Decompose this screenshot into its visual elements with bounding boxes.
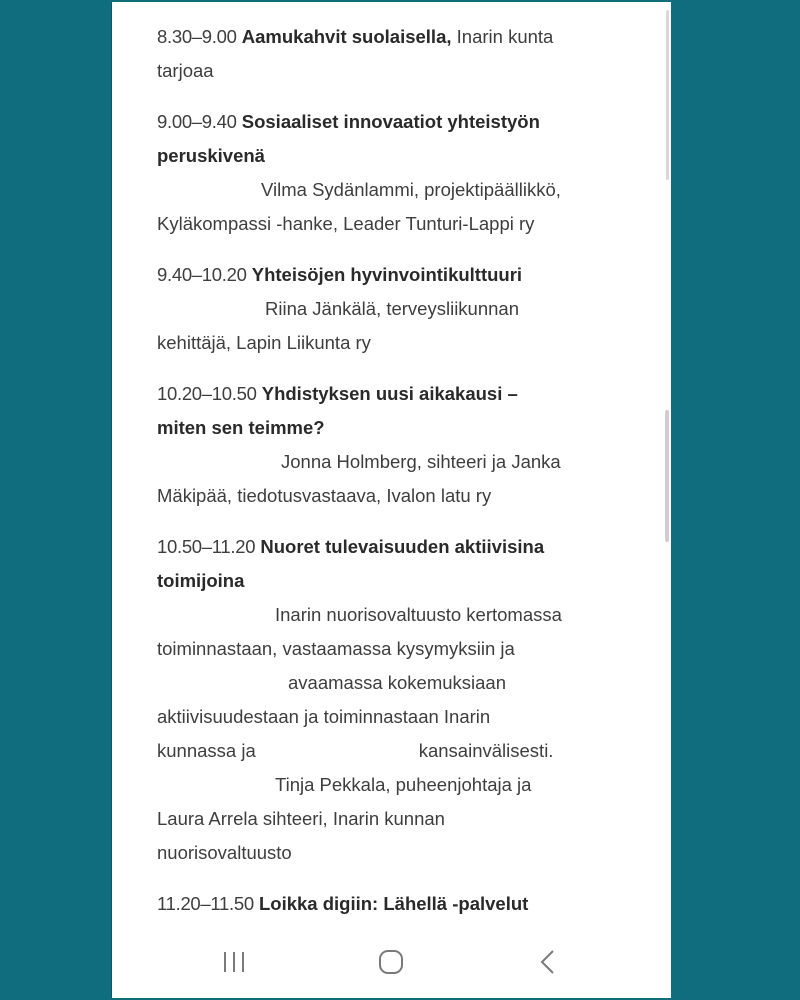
item-title-line2: miten sen teimme? xyxy=(157,417,325,438)
schedule-item xyxy=(157,258,637,360)
phone-screen xyxy=(111,2,671,998)
item-description: toiminnastaan, vastaamassa kysymyksiin ja xyxy=(157,638,515,659)
item-time: 10.20–10.50 xyxy=(157,383,257,404)
back-icon xyxy=(538,949,558,975)
item-time: 10.50–11.20 xyxy=(157,536,256,557)
item-title-tail: Inarin kunta xyxy=(451,26,554,47)
item-description: kunnassa ja xyxy=(157,740,256,761)
item-description: Inarin nuorisovaltuusto kertomassa xyxy=(275,604,562,625)
item-title: Yhdistyksen uusi aikakausi – xyxy=(261,383,518,404)
item-speaker: Riina Jänkälä, terveysliikunnan xyxy=(265,298,519,319)
item-speaker: Vilma Sydänlammi, projektipäällikkö, xyxy=(261,179,561,200)
item-speaker-org: Mäkipää, tiedotusvastaava, Ivalon latu ry xyxy=(157,485,492,506)
item-description: aktiivisuudestaan ja toiminnastaan Inarin xyxy=(157,706,491,727)
item-time: 9.40–10.20 xyxy=(157,264,247,285)
item-title-line2: toimijoina xyxy=(157,570,245,591)
recents-icon xyxy=(221,950,247,974)
item-title-line2: peruskivenä xyxy=(157,145,265,166)
item-description: avaamassa kokemuksiaan xyxy=(288,672,506,693)
schedule-item xyxy=(157,105,637,241)
item-title: Loikka digiin: Lähellä -palvelut xyxy=(258,893,529,914)
item-detail: tarjoaa xyxy=(157,60,214,81)
item-time: 8.30–9.00 xyxy=(157,26,237,47)
scrollbar-thumb[interactable] xyxy=(665,410,669,542)
home-icon xyxy=(377,949,405,975)
item-time: 9.00–9.40 xyxy=(157,111,237,132)
item-title: Nuoret tulevaisuuden aktiivisina xyxy=(260,536,545,557)
item-speaker-org: Laura Arrela sihteeri, Inarin kunnan xyxy=(157,808,445,829)
android-navigation-bar xyxy=(112,928,671,998)
item-speaker-org: nuorisovaltuusto xyxy=(157,842,292,863)
schedule-item xyxy=(157,20,637,88)
item-speaker: Tinja Pekkala, puheenjohtaja ja xyxy=(275,774,532,795)
item-title: Yhteisöjen hyvinvointikulttuuri xyxy=(251,264,523,285)
item-time: 11.20–11.50 xyxy=(157,893,254,914)
back-button[interactable] xyxy=(528,944,568,980)
item-speaker: Jonna Holmberg, sihteeri ja Janka xyxy=(281,451,561,472)
recents-button[interactable] xyxy=(214,944,254,980)
schedule-item xyxy=(157,887,637,921)
item-speaker-org: Kyläkompassi -hanke, Leader Tunturi-Lappi ry xyxy=(157,213,535,234)
home-button[interactable] xyxy=(371,944,411,980)
item-title: Aamukahvit suolaisella, xyxy=(241,26,452,47)
scroll-indicator-top xyxy=(666,10,669,180)
item-speaker-org: kehittäjä, Lapin Liikunta ry xyxy=(157,332,371,353)
schedule-item xyxy=(157,377,637,513)
schedule-content xyxy=(157,20,637,938)
item-title: Sosiaaliset innovaatiot yhteistyön xyxy=(241,111,540,132)
item-description: kansainvälisesti. xyxy=(418,740,554,761)
schedule-item xyxy=(157,530,637,870)
